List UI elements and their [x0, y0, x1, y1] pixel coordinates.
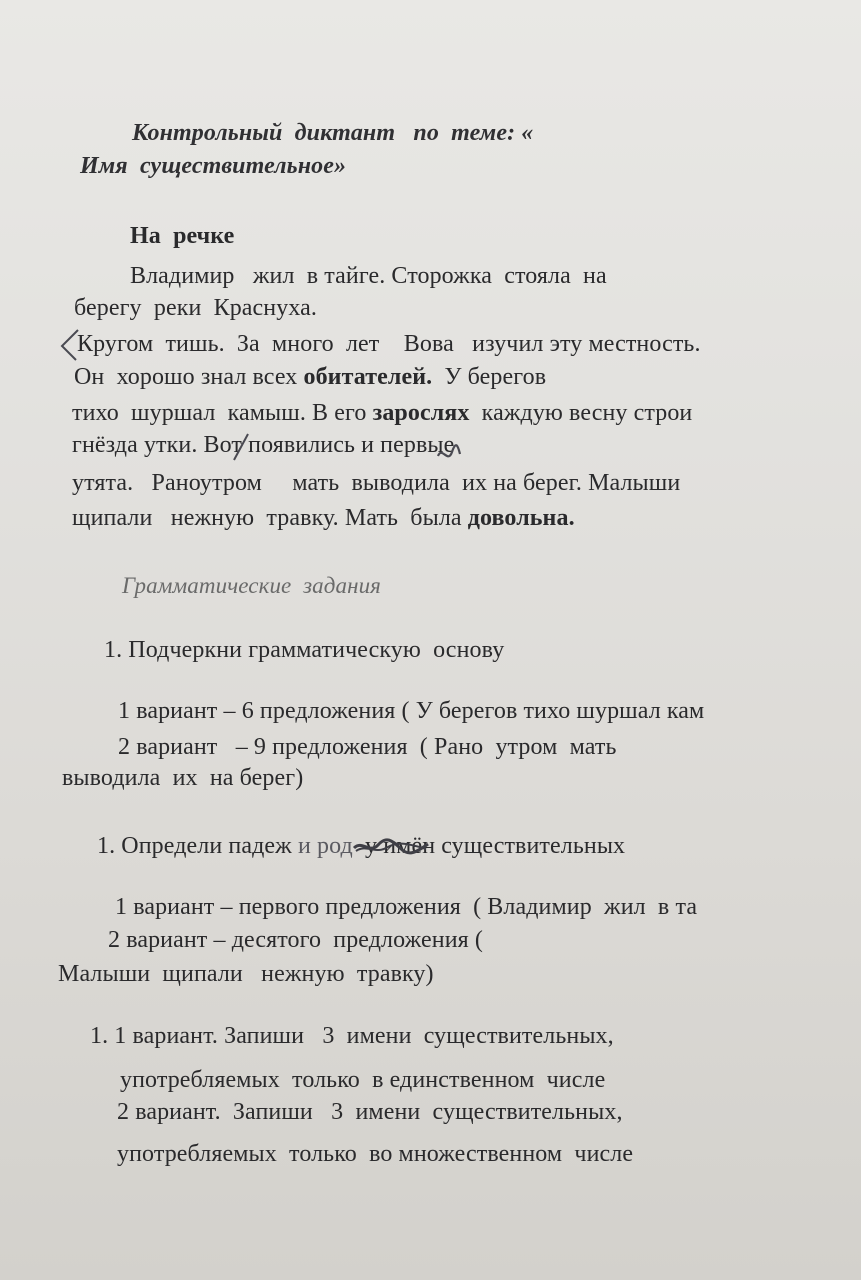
worksheet-title-line-1: Контрольный диктант по теме: « — [132, 120, 534, 146]
grammar-section-title: Грамматические задания — [122, 573, 381, 598]
task-1-variant-1: 1 вариант – 6 предложения ( У берегов тихо шуршал кам — [118, 698, 705, 724]
dictation-line-8-start: щипали нежную травку. Мать была — [72, 505, 468, 531]
dictation-line-4-bold: обитателей. — [303, 364, 433, 390]
dictation-line-4-end: У берегов — [432, 364, 547, 390]
dictation-line-4-start: Он хорошо знал всех — [74, 364, 304, 390]
dictation-line-5-start: тихо шуршал камыш. В его — [72, 400, 373, 426]
dictation-line-6: гнёзда утки. Вот появились и первые — [72, 432, 455, 458]
dictation-line-5-bold: зарослях — [372, 400, 470, 426]
task-2-label-end: у имён существительных — [352, 833, 626, 859]
dictation-line-8-bold: довольна. — [467, 505, 575, 531]
pencil-scribble-mark — [436, 442, 462, 466]
task-2-variant-2-continued: Малыши щипали нежную травку) — [58, 961, 434, 987]
task-2-label-start: 1. Определи падеж — [97, 833, 298, 859]
pencil-strikethrough-mark — [352, 836, 432, 858]
task-1-variant-2-continued: выводила их на берег) — [62, 765, 304, 791]
dictation-line-3: Кругом тишь. За много лет Вова изучил эту местность. — [77, 331, 701, 357]
dictation-heading: На речке — [130, 223, 235, 249]
task-2-variant-1: 1 вариант – первого предложения ( Владимир жил в та — [115, 894, 698, 920]
dictation-line-7: утята. Раноутром мать выводила их на берег. Малыши — [72, 470, 681, 496]
worksheet-title-line-2: Имя существительное» — [80, 153, 347, 179]
pencil-bracket-mark — [52, 326, 82, 366]
dictation-line-1: Владимир жил в тайге. Сторожка стояла на — [130, 263, 607, 289]
dictation-line-5-end: каждую весну строи — [469, 400, 693, 426]
dictation-line-4 — [74, 363, 546, 391]
task-2-variant-2: 2 вариант – десятого предложения ( — [108, 927, 483, 953]
dictation-line-2: берегу реки Краснуха. — [74, 295, 317, 321]
task-2-struck-text: и род — [297, 833, 353, 859]
dictation-line-8 — [72, 504, 575, 532]
task-1-label: 1. Подчеркни грамматическую основу — [104, 637, 505, 663]
dictation-line-5 — [72, 399, 692, 427]
task-3-line-3: 2 вариант. Запиши 3 имени существительных, — [117, 1099, 623, 1125]
task-3-line-2: употребляемых только в единственном числе — [120, 1067, 606, 1093]
task-3-line-4: употребляемых только во множественном числе — [117, 1141, 634, 1167]
task-3-line-1: 1. 1 вариант. Запиши 3 имени существительных, — [90, 1023, 614, 1049]
task-1-variant-2: 2 вариант – 9 предложения ( Рано утром мать — [118, 734, 617, 760]
pencil-slash-mark — [228, 432, 252, 462]
